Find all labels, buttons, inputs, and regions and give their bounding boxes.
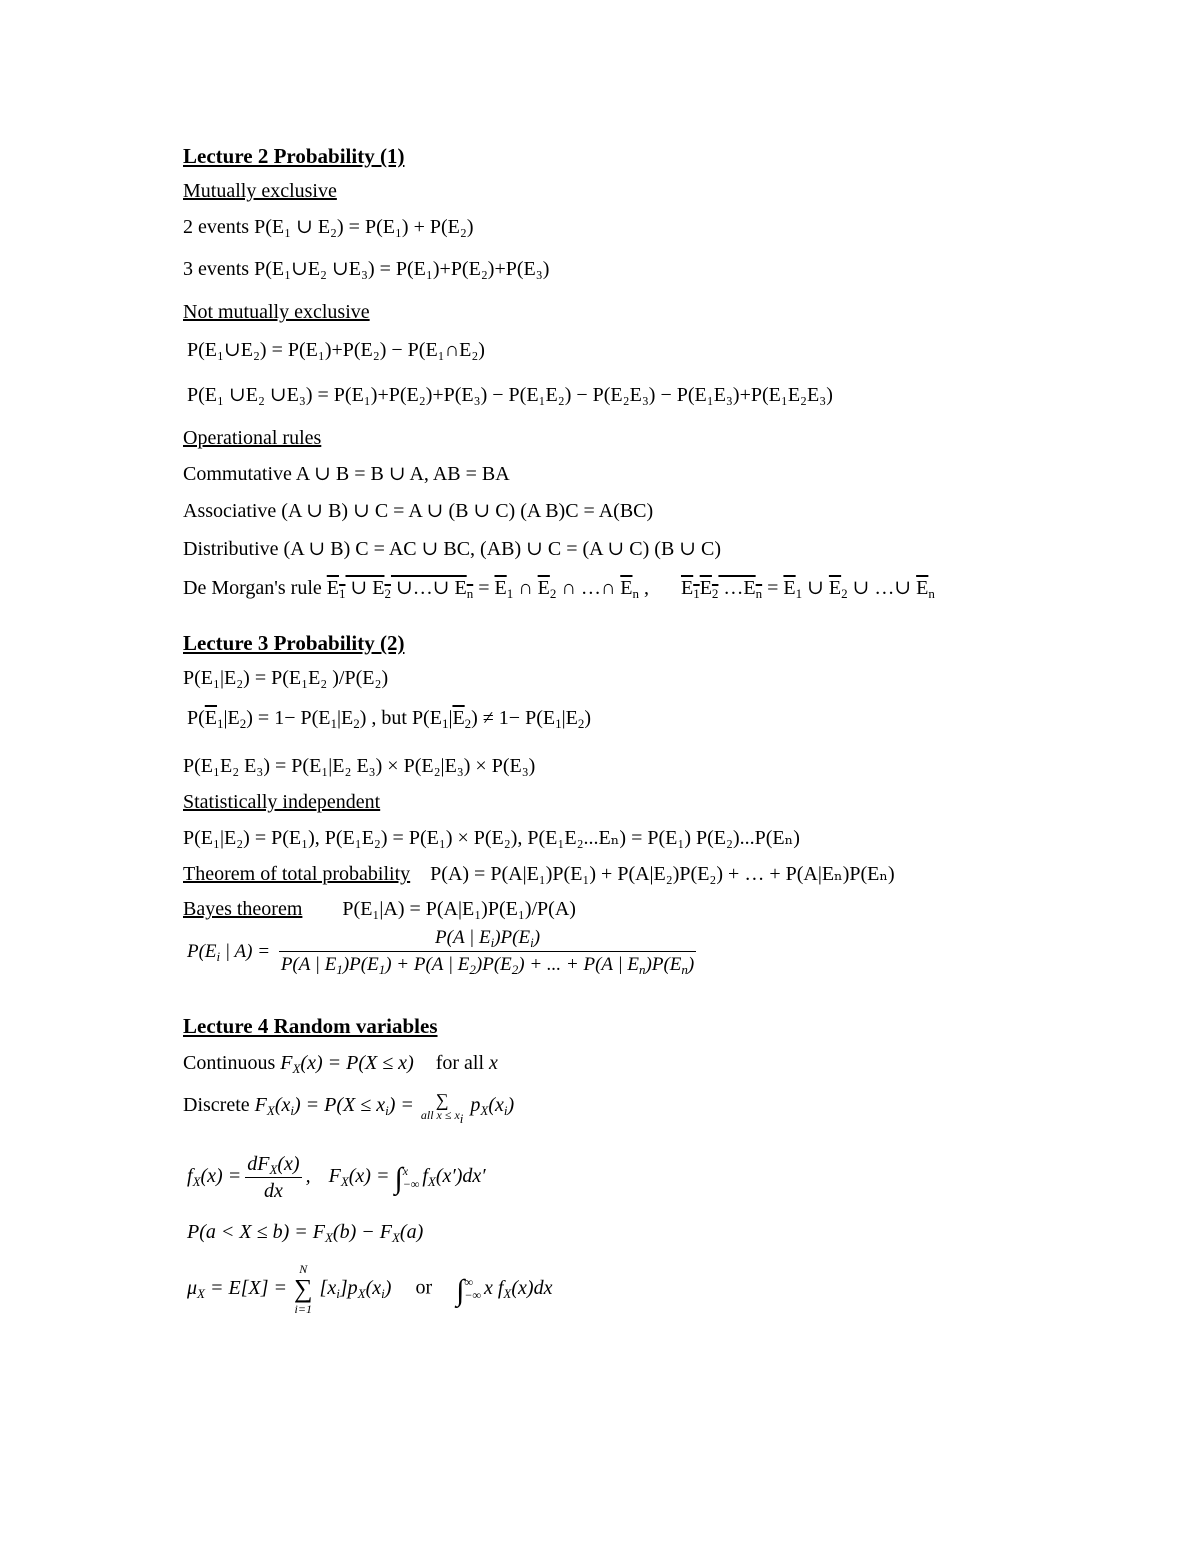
lecture-3-heading: Lecture 3 Probability (2) <box>183 631 405 655</box>
interval-probability-formula: $P(a < X \le b) = F_X(b) - F_X(a)$ <box>187 1221 424 1245</box>
bayes-general-formula: $P(E_i$ | A) = $\frac{P(A | E_i)P(E_i)}{P(A | E_1)P(E_1) + P(A | E_2)P(E_2) + ... + P(A | E_n)P(E_n)}$ <box>187 927 695 977</box>
complement-but: but <box>381 707 407 729</box>
complement-formula-1: $P(\overline{E}_1|E_2) = 1- P(E_1|E_2)$ , <box>187 707 377 731</box>
bayes-line <box>183 897 576 921</box>
total-probability-formula: P(A) = P(A|E₁)P(E₁) + P(A|E₂)P(E₂) + … + P(A|Eₙ)P(Eₙ) <box>430 863 895 885</box>
mutually-exclusive-subheading: Mutually exclusive <box>183 180 337 202</box>
continuous-label: Continuous <box>183 1052 276 1074</box>
cdf-integral-formula: $F_X(x)$ = ∫ x −∞ $f_X(x')dx'$ <box>328 1162 486 1196</box>
total-probability-label: Theorem of total probability <box>183 863 411 885</box>
pdf-formula-line <box>187 1152 486 1203</box>
discrete-cdf-formula: $F_X(x_i) = P(X \le x_i)$ = ∑ all $x \le x_i$ $p_X(x_i)$ <box>254 1090 515 1126</box>
operational-rules-subheading: Operational rules <box>183 427 322 449</box>
lecture-2-heading: Lecture 2 Probability (1) <box>183 144 405 168</box>
chain-rule-formula: P(E₁E₂ E₃) = P(E₁|E₂ E₃) × P(E₂|E₃) × P(E₃) <box>183 755 536 777</box>
complement-formula-2: $P(E_1|\overline{E}_2) \ne 1- P(E_1|E_2)$ <box>411 707 591 731</box>
commutative-rule: Commutative A ∪ B = B ∪ A, AB = BA <box>183 463 510 485</box>
nme-two-formula: P(E₁∪E₂) = P(E₁)+P(E₂) − P(E₁∩E₂) <box>187 339 485 361</box>
de-morgan-label: De Morgan's rule <box>183 577 322 599</box>
conditional-probability-formula: P(E₁|E₂) = P(E₁E₂ )/P(E₂) <box>183 667 389 689</box>
mean-sum-formula: $\mu_X = E[X]$ = N ∑ i=1 $[x_i]p_X(x_i)$ <box>187 1262 392 1316</box>
continuous-cdf-formula: $F_X(x) = P(X \le x)$ <box>280 1052 414 1076</box>
complement-formula <box>187 706 591 730</box>
bayes-fraction: $\frac{P(A | E_i)P(E_i)}{P(A | E_1)P(E_1) + P(A | E_2)P(E_2) + ... + P(A | E_n)P(E_n)}$ <box>280 927 695 977</box>
distributive-rule: Distributive (A ∪ B) C = AC ∪ BC, (AB) ∪ C = (A ∪ C) (B ∪ C) <box>183 538 722 560</box>
three-events-formula: 3 events P(E₁∪E₂ ∪E₃) = P(E₁)+P(E₂)+P(E₃) <box>183 258 550 280</box>
associative-rule: Associative (A ∪ B) ∪ C = A ∪ (B ∪ C) (A B)C = A(BC) <box>183 500 654 522</box>
de-morgan-formula-1: $E_1$ ∪ $E_2$ ∪…∪ $E_n = \overline{E}_1$ ∩ $\overline{E}_2$ ∩ …∩ $\overline{E}_n$ , <box>326 577 649 601</box>
not-mutually-exclusive-subheading: Not mutually exclusive <box>183 301 370 323</box>
continuous-tail: for all <box>435 1052 485 1074</box>
two-events-formula: 2 events P(E₁ ∪ E₂) = P(E₁) + P(E₂) <box>183 216 474 238</box>
discrete-label: Discrete <box>183 1094 250 1116</box>
statistically-independent-subheading: Statistically independent <box>183 791 381 813</box>
nme-three-formula: P(E₁ ∪E₂ ∪E₃) = P(E₁)+P(E₂)+P(E₃) − P(E₁E₂) − P(E₂E₃) − P(E₁E₃)+P(E₁E₂E₃) <box>187 384 833 406</box>
de-morgan-rule <box>183 576 935 600</box>
de-morgan-formula-2: $E_1E_2$ $\dots E_n = \overline{E}_1$ ∪ $\overline{E}_2$ ∪ …∪ $\overline{E}_n$ <box>680 577 935 601</box>
total-probability-line <box>183 862 895 886</box>
mean-integral-formula: ∫ ∞ −∞ x $f_X(x)dx$ <box>456 1273 553 1307</box>
lecture-4-heading: Lecture 4 Random variables <box>183 1014 438 1038</box>
independence-formulas: P(E₁|E₂) = P(E₁), P(E₁E₂) = P(E₁) × P(E₂), P(E₁E₂...Eₙ) = P(E₁) P(E₂)...P(Eₙ) <box>183 827 800 849</box>
mean-formula-line <box>187 1262 552 1316</box>
bayes-label: Bayes theorem <box>183 898 303 920</box>
continuous-cdf-line: Continuous $F_X(x) = P(X \le x)$ for all x <box>183 1052 498 1076</box>
or-word: or <box>415 1276 433 1299</box>
pdf-formula: $f_X(x)$ = $\frac{dF_X(x)}{dx}$ , <box>187 1153 311 1202</box>
discrete-cdf-line <box>183 1090 515 1126</box>
bayes-simple-formula: P(E₁|A) = P(A|E₁)P(E₁)/P(A) <box>342 898 576 920</box>
